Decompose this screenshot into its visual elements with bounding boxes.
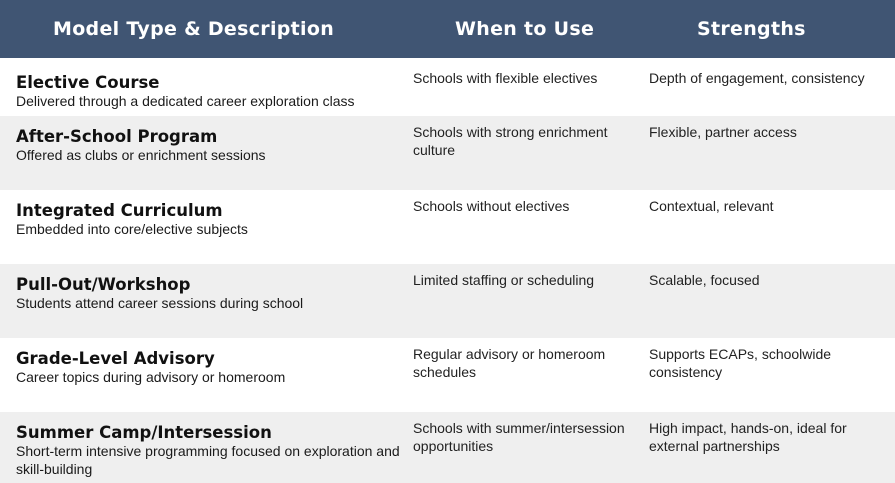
strengths-cell: Contextual, relevant [649,198,774,214]
model-description: Offered as clubs or enrichment sessions [16,147,266,163]
model-cell [16,127,401,164]
when-to-use-cell: Regular advisory or homeroom schedules [413,346,606,380]
model-title: Summer Camp/Intersession [16,423,272,442]
table-header [0,0,895,58]
strengths-cell: Flexible, partner access [649,124,797,140]
model-title: After-School Program [16,127,218,146]
model-description: Career topics during advisory or homeroom [16,369,286,385]
table-row [0,264,895,338]
strengths-cell: High impact, hands-on, ideal for external partnerships [649,420,847,454]
model-description: Short-term intensive programming focused on exploration and skill-building [16,443,400,477]
when-to-use-cell: Schools without electives [413,198,570,214]
header-model-type: Model Type & Description [53,18,335,40]
strengths-cell: Scalable, focused [649,272,760,288]
table-row [0,338,895,412]
model-description: Embedded into core/elective subjects [16,221,248,237]
table-row [0,190,895,264]
model-title: Grade-Level Advisory [16,349,215,368]
when-to-use-cell: Limited staffing or scheduling [413,272,595,288]
when-to-use-cell: Schools with flexible electives [413,70,598,86]
header-strengths: Strengths [697,18,806,40]
strengths-cell: Supports ECAPs, schoolwide consistency [649,346,832,380]
strengths-cell: Depth of engagement, consistency [649,70,865,86]
model-cell [16,349,401,386]
table-row [0,412,895,483]
model-cell [16,423,401,478]
model-description: Delivered through a dedicated career exploration class [16,93,355,109]
when-to-use-cell: Schools with summer/intersession opportunities [413,420,625,454]
model-cell [16,275,401,312]
model-description: Students attend career sessions during school [16,295,304,311]
model-cell [16,201,401,238]
when-to-use-cell: Schools with strong enrichment culture [413,124,608,158]
model-cell [16,73,401,110]
model-title: Pull-Out/Workshop [16,275,191,294]
table-row [0,116,895,190]
model-title: Elective Course [16,73,160,92]
header-when-to-use: When to Use [455,18,595,40]
model-title: Integrated Curriculum [16,201,223,220]
